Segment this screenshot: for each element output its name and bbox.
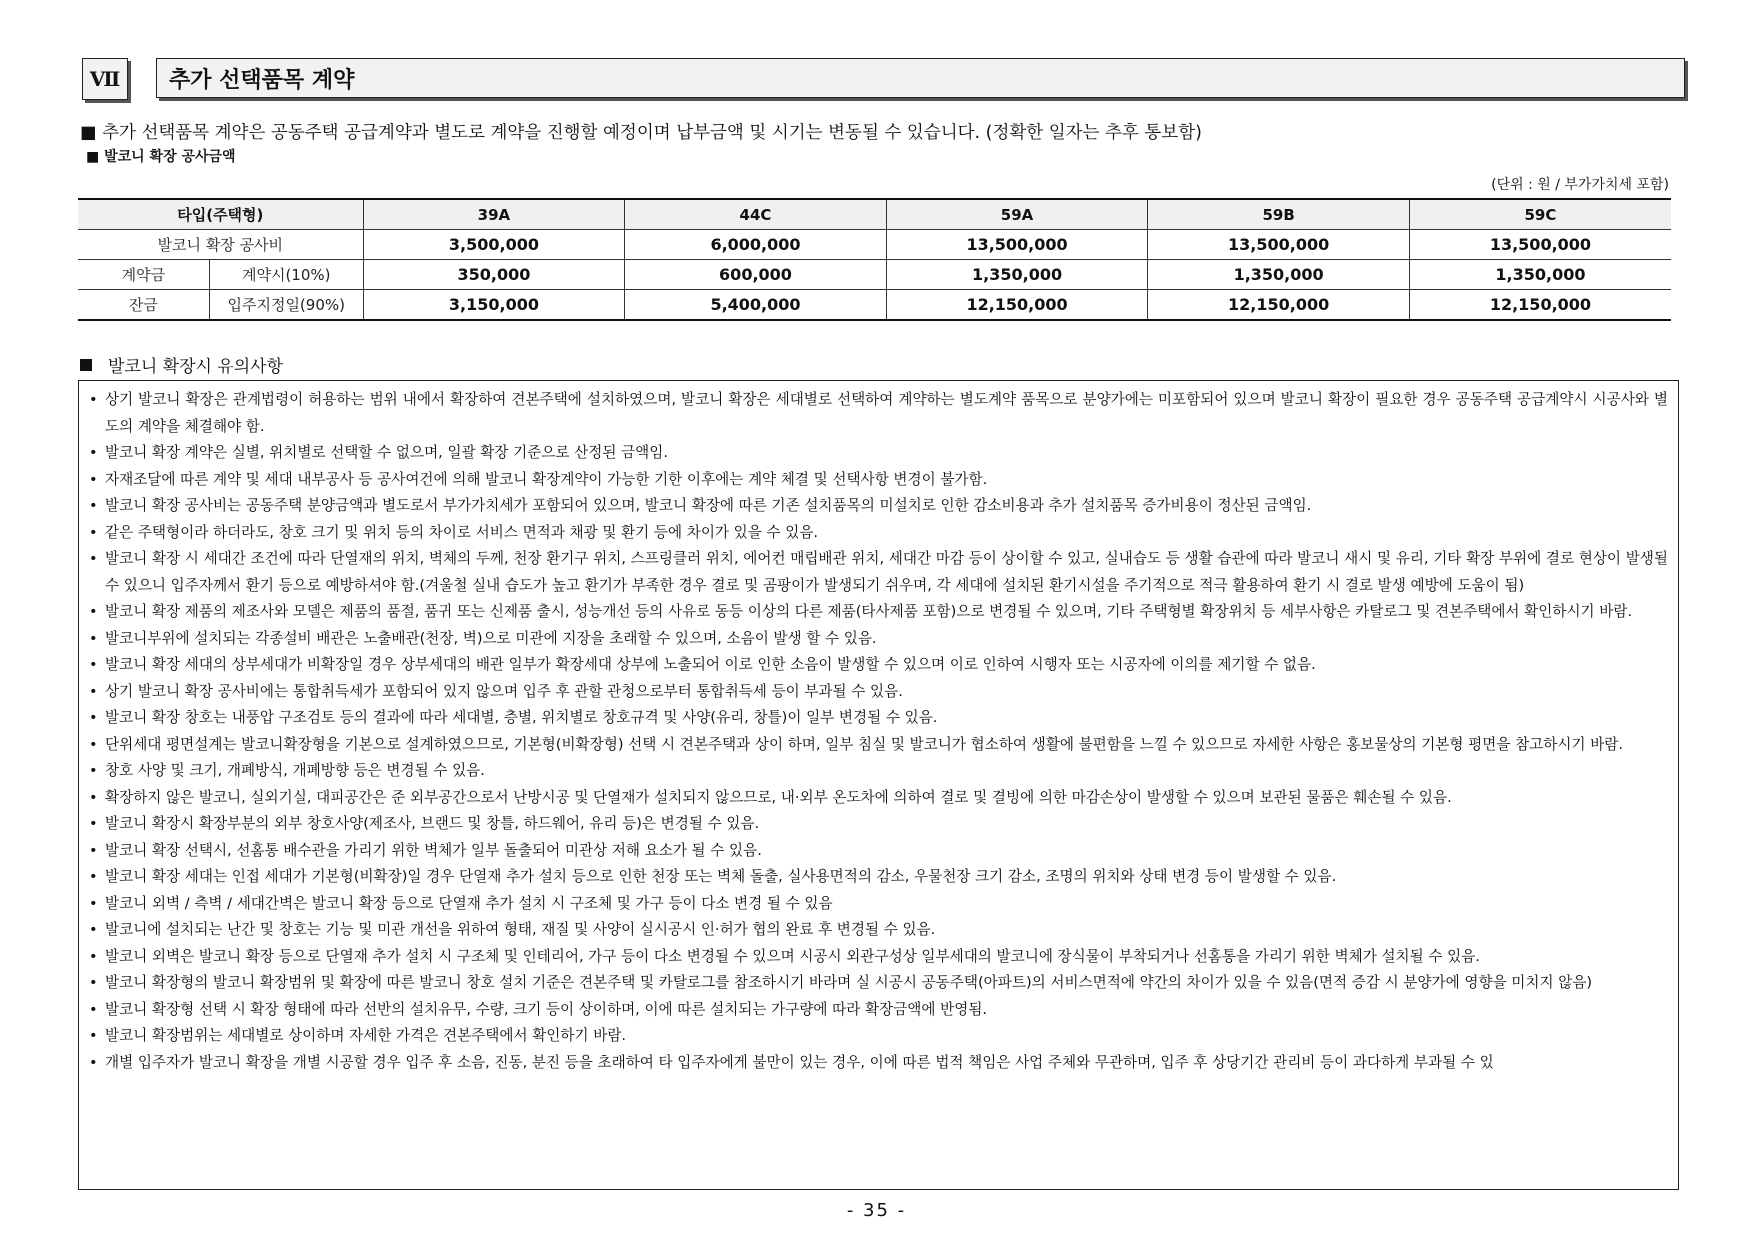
type-header-cell: 44C bbox=[625, 199, 887, 230]
row-group-label: 계약금 bbox=[78, 260, 209, 290]
price-cell: 600,000 bbox=[625, 260, 887, 290]
list-item: • 발코니 확장범위는 세대별로 상이하며 자세한 가격은 견본주택에서 확인하기 바람. bbox=[89, 1023, 1668, 1050]
type-header-cell: 39A bbox=[363, 199, 625, 230]
notes-heading bbox=[80, 352, 283, 377]
list-item: • 발코니 확장 계약은 실별, 위치별로 선택할 수 없으며, 일괄 확장 기준으로 산정된 금액임. bbox=[89, 440, 1668, 467]
price-cell: 13,500,000 bbox=[1409, 230, 1671, 260]
list-item: • 발코니 외벽은 발코니 확장 등으로 단열재 추가 설치 시 구조체 및 인테리어, 가구 등이 다소 변경될 수 있으며 시공시 외관구성상 일부세대의 발코니에 장식물이 부착되거나 선홈통을 가리기 위한 벽체가 설치될 수 있음. bbox=[89, 944, 1668, 971]
table-header-row bbox=[78, 199, 1671, 230]
list-item: • 발코니 확장 제품의 제조사와 모델은 제품의 품절, 품귀 또는 신제품 출시, 성능개선 등의 사유로 동등 이상의 다른 제품(타사제품 포함)으로 변경될 수 있으며, 기타 주택형별 확장위치 등 세부사항은 카탈로그 및 견본주택에서 확인하시기 바람. bbox=[89, 599, 1668, 626]
list-item: • 발코니 확장 공사비는 공동주택 분양금액과 별도로서 부가가치세가 포함되어 있으며, 발코니 확장에 따른 기존 설치품목의 미설치로 인한 감소비용과 추가 설치품목 증가비용이 정산된 금액임. bbox=[89, 493, 1668, 520]
balcony-price-table bbox=[78, 198, 1671, 321]
section-number: Ⅶ bbox=[82, 58, 128, 100]
list-item: • 발코니 확장 시 세대간 조건에 따라 단열재의 위치, 벽체의 두께, 천장 환기구 위치, 스프링클러 위치, 에어컨 매립배관 위치, 세대간 마감 등이 상이할 수 있고, 실내습도 등 생활 습관에 따라 발코니 새시 및 유리, 기타 확장 부위에 결로 현상이 발생될 수 있으니 입주자께서 환기 등으로 예방하셔야 함.(겨울철 실내 습도가 높고 환기가 부족한 경우 결로 및 곰팡이가 발생되기 쉬우며, 각 세대에 설치된 환기시설을 주기적으로 적극 활용하여 환기 시 결로 발생 예방에 도움이 됨) bbox=[89, 546, 1668, 599]
list-item: • 상기 발코니 확장은 관계법령이 허용하는 범위 내에서 확장하여 견본주택에 설치하였으며, 발코니 확장은 세대별로 선택하여 계약하는 별도계약 품목으로 분양가에는 미포함되어 있으며 발코니 확장이 필요한 경우 공동주택 공급계약시 시공사와 별도의 계약을 체결해야 함. bbox=[89, 387, 1668, 440]
intro-text: ■ 추가 선택품목 계약은 공동주택 공급계약과 별도로 계약을 진행할 예정이며 납부금액 및 시기는 변동될 수 있습니다. (정확한 일자는 추후 통보함) bbox=[80, 123, 1202, 143]
list-item: • 개별 입주자가 발코니 확장을 개별 시공할 경우 입주 후 소음, 진동, 분진 등을 초래하여 타 입주자에게 불만이 있는 경우, 이에 따른 법적 책임은 사업 주체와 무관하며, 입주 후 상당기간 관리비 등이 과다하게 부과될 수 있 bbox=[89, 1050, 1668, 1077]
price-cell: 1,350,000 bbox=[886, 260, 1148, 290]
list-item: • 확장하지 않은 발코니, 실외기실, 대피공간은 준 외부공간으로서 난방시공 및 단열재가 설치되지 않으므로, 내·외부 온도차에 의하여 결로 및 결빙에 의한 마감손상이 발생할 수 있으며 보관된 물품은 훼손될 수 있음. bbox=[89, 785, 1668, 812]
row-label: 발코니 확장 공사비 bbox=[78, 230, 363, 260]
type-header: 타입(주택형) bbox=[78, 199, 363, 230]
list-item: • 발코니 외벽 / 측벽 / 세대간벽은 발코니 확장 등으로 단열재 추가 설치 시 구조체 및 가구 등이 다소 변경 될 수 있음 bbox=[89, 891, 1668, 918]
list-item: • 발코니 확장 창호는 내풍압 구조검토 등의 결과에 따라 세대별, 층별, 위치별로 창호규격 및 사양(유리, 창틀)이 일부 변경될 수 있음. bbox=[89, 705, 1668, 732]
row-label: 계약시(10%) bbox=[209, 260, 363, 290]
list-item: • 발코니 확장형의 발코니 확장범위 및 확장에 따른 발코니 창호 설치 기준은 견본주택 및 카탈로그를 참조하시기 바라며 실 시공시 공동주택(아파트)의 서비스면적에 약간의 차이가 있을 수 있음(면적 증감 시 분양가에 영향을 미치지 않음) bbox=[89, 970, 1668, 997]
square-bullet-icon bbox=[80, 359, 92, 371]
price-cell: 12,150,000 bbox=[1409, 290, 1671, 321]
price-cell: 5,400,000 bbox=[625, 290, 887, 321]
list-item: • 같은 주택형이라 하더라도, 창호 크기 및 위치 등의 차이로 서비스 면적과 채광 및 환기 등에 차이가 있을 수 있음. bbox=[89, 520, 1668, 547]
price-cell: 3,150,000 bbox=[363, 290, 625, 321]
price-cell: 1,350,000 bbox=[1409, 260, 1671, 290]
table-row bbox=[78, 260, 1671, 290]
price-cell: 350,000 bbox=[363, 260, 625, 290]
list-item: • 자재조달에 따른 계약 및 세대 내부공사 등 공사여건에 의해 발코니 확장계약이 가능한 기한 이후에는 계약 체결 및 선택사항 변경이 불가함. bbox=[89, 467, 1668, 494]
price-subtitle: ■ 발코니 확장 공사금액 bbox=[86, 149, 236, 165]
notes-heading-text: 발코니 확장시 유의사항 bbox=[108, 357, 284, 377]
type-header-cell: 59A bbox=[886, 199, 1148, 230]
price-cell: 3,500,000 bbox=[363, 230, 625, 260]
unit-note: (단위 : 원 / 부가가치세 포함) bbox=[1491, 177, 1669, 193]
list-item: • 발코니 확장시 확장부분의 외부 창호사양(제조사, 브랜드 및 창틀, 하드웨어, 유리 등)은 변경될 수 있음. bbox=[89, 811, 1668, 838]
price-cell: 13,500,000 bbox=[1148, 230, 1410, 260]
price-cell: 13,500,000 bbox=[886, 230, 1148, 260]
list-item: • 발코니에 설치되는 난간 및 창호는 기능 및 미관 개선을 위하여 형태, 재질 및 사양이 실시공시 인·허가 협의 완료 후 변경될 수 있음. bbox=[89, 917, 1668, 944]
list-item: • 발코니 확장 세대의 상부세대가 비확장일 경우 상부세대의 배관 일부가 확장세대 상부에 노출되어 이로 인한 소음이 발생할 수 있으며 이로 인하여 시행자 또는 시공자에 이의를 제기할 수 없음. bbox=[89, 652, 1668, 679]
section-header bbox=[82, 58, 1685, 102]
list-item: • 상기 발코니 확장 공사비에는 통합취득세가 포함되어 있지 않으며 입주 후 관할 관청으로부터 통합취득세 등이 부과될 수 있음. bbox=[89, 679, 1668, 706]
notes-box bbox=[78, 380, 1679, 1190]
type-header-cell: 59C bbox=[1409, 199, 1671, 230]
table-row bbox=[78, 290, 1671, 321]
section-title: 추가 선택품목 계약 bbox=[156, 58, 1685, 98]
list-item: • 발코니 확장 선택시, 선홈통 배수관을 가리기 위한 벽체가 일부 돌출되어 미관상 저해 요소가 될 수 있음. bbox=[89, 838, 1668, 865]
table-row bbox=[78, 230, 1671, 260]
list-item: • 창호 사양 및 크기, 개폐방식, 개폐방향 등은 변경될 수 있음. bbox=[89, 758, 1668, 785]
list-item: • 발코니 확장형 선택 시 확장 형태에 따라 선반의 설치유무, 수량, 크기 등이 상이하며, 이에 따른 설치되는 가구량에 따라 확장금액에 반영됨. bbox=[89, 997, 1668, 1024]
notes-list bbox=[89, 387, 1668, 1076]
list-item: • 발코니부위에 설치되는 각종설비 배관은 노출배관(천장, 벽)으로 미관에 지장을 초래할 수 있으며, 소음이 발생 할 수 있음. bbox=[89, 626, 1668, 653]
list-item: • 단위세대 평면설계는 발코니확장형을 기본으로 설계하였으므로, 기본형(비확장형) 선택 시 견본주택과 상이 하며, 일부 침실 및 발코니가 협소하여 생활에 불편함을 느낄 수 있으므로 자세한 사항은 홍보물상의 기본형 평면을 참고하시기 바람. bbox=[89, 732, 1668, 759]
page-number: - 35 - bbox=[846, 1200, 907, 1221]
type-header-cell: 59B bbox=[1148, 199, 1410, 230]
price-cell: 12,150,000 bbox=[886, 290, 1148, 321]
list-item: • 발코니 확장 세대는 인접 세대가 기본형(비확장)일 경우 단열재 추가 설치 등으로 인한 천장 또는 벽체 돌출, 실사용면적의 감소, 우물천장 크기 감소, 조명의 위치와 상태 변경 등이 발생할 수 있음. bbox=[89, 864, 1668, 891]
price-cell: 6,000,000 bbox=[625, 230, 887, 260]
row-group-label: 잔금 bbox=[78, 290, 209, 321]
price-cell: 12,150,000 bbox=[1148, 290, 1410, 321]
price-cell: 1,350,000 bbox=[1148, 260, 1410, 290]
row-label: 입주지정일(90%) bbox=[209, 290, 363, 321]
